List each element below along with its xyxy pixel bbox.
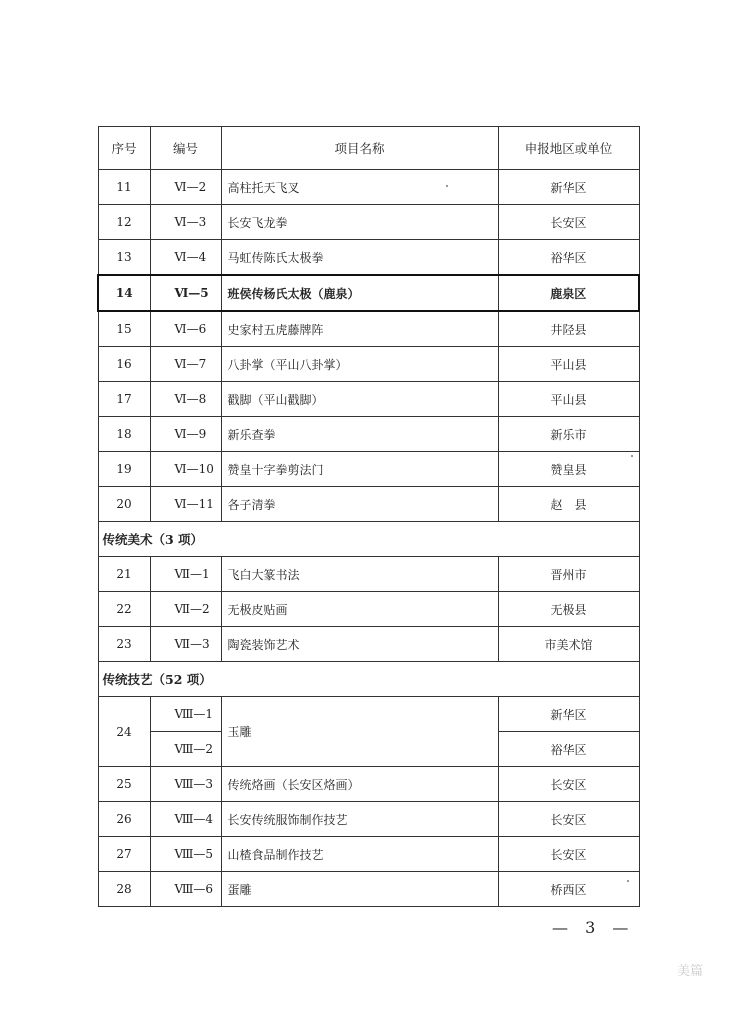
table-row	[98, 240, 639, 276]
cell-code: Ⅵ—4	[150, 240, 221, 276]
table-row	[98, 837, 639, 872]
cell-region: 赞皇县	[498, 452, 639, 487]
cell-region: 裕华区	[498, 732, 639, 767]
cell-no: 22	[98, 592, 150, 627]
table-row	[98, 417, 639, 452]
cell-region: 赵 县	[498, 487, 639, 522]
cell-code: Ⅶ—1	[150, 557, 221, 592]
cell-region: 市美术馆	[498, 627, 639, 662]
cell-name: 长安飞龙拳	[221, 205, 498, 240]
cell-name: 陶瓷装饰艺术	[221, 627, 498, 662]
cell-region: 晋州市	[498, 557, 639, 592]
heritage-list-table	[97, 126, 640, 907]
cell-no: 19	[98, 452, 150, 487]
cell-no: 27	[98, 837, 150, 872]
table-row-highlighted	[98, 275, 639, 311]
cell-region: 长安区	[498, 767, 639, 802]
table-row	[98, 452, 639, 487]
scan-speck	[631, 455, 633, 457]
cell-code: Ⅵ—11	[150, 487, 221, 522]
cell-no: 16	[98, 347, 150, 382]
cell-code: Ⅶ—3	[150, 627, 221, 662]
cell-name: 无极皮贴画	[221, 592, 498, 627]
table-header-row	[98, 127, 639, 170]
cell-region: 长安区	[498, 837, 639, 872]
cell-no: 20	[98, 487, 150, 522]
cell-no: 17	[98, 382, 150, 417]
section-title: 传统美术（3 项）	[98, 522, 639, 557]
cell-region: 平山县	[498, 382, 639, 417]
cell-code: Ⅷ—2	[150, 732, 221, 767]
table-row	[98, 627, 639, 662]
header-region: 申报地区或单位	[498, 127, 639, 170]
cell-name: 班侯传杨氏太极（鹿泉）	[221, 275, 498, 311]
cell-name: 玉雕	[221, 697, 498, 767]
section-row-fine-arts	[98, 522, 639, 557]
scan-speck	[627, 880, 629, 882]
cell-no: 13	[98, 240, 150, 276]
cell-region: 新华区	[498, 697, 639, 732]
cell-name: 各子清拳	[221, 487, 498, 522]
cell-code: Ⅵ—5	[150, 275, 221, 311]
table-row	[98, 487, 639, 522]
cell-name: 高柱托天飞叉	[221, 170, 498, 205]
table-row	[98, 592, 639, 627]
section-row-crafts	[98, 662, 639, 697]
cell-name: 新乐查拳	[221, 417, 498, 452]
section-title: 传统技艺（52 项）	[98, 662, 639, 697]
table-row	[98, 382, 639, 417]
header-name: 项目名称	[221, 127, 498, 170]
cell-name: 八卦掌（平山八卦掌）	[221, 347, 498, 382]
cell-name: 史家村五虎藤牌阵	[221, 311, 498, 347]
cell-no: 18	[98, 417, 150, 452]
cell-region: 长安区	[498, 802, 639, 837]
cell-region: 新华区	[498, 170, 639, 205]
cell-code: Ⅷ—3	[150, 767, 221, 802]
header-no: 序号	[98, 127, 150, 170]
cell-region: 鹿泉区	[498, 275, 639, 311]
table-row	[98, 767, 639, 802]
cell-name: 蛋雕	[221, 872, 498, 907]
cell-code: Ⅷ—4	[150, 802, 221, 837]
cell-no: 25	[98, 767, 150, 802]
cell-name: 飞白大篆书法	[221, 557, 498, 592]
cell-name: 马虹传陈氏太极拳	[221, 240, 498, 276]
cell-code: Ⅵ—6	[150, 311, 221, 347]
watermark-logo: 美篇	[677, 964, 704, 979]
cell-no: 15	[98, 311, 150, 347]
cell-region: 裕华区	[498, 240, 639, 276]
scan-speck	[446, 185, 448, 187]
cell-name: 长安传统服饰制作技艺	[221, 802, 498, 837]
cell-name: 山楂食品制作技艺	[221, 837, 498, 872]
cell-code: Ⅵ—8	[150, 382, 221, 417]
cell-no: 23	[98, 627, 150, 662]
page-number: — 3 —	[552, 918, 635, 937]
table-row	[98, 697, 639, 732]
cell-no: 26	[98, 802, 150, 837]
cell-code: Ⅷ—6	[150, 872, 221, 907]
cell-name: 传统烙画（长安区烙画）	[221, 767, 498, 802]
cell-code: Ⅵ—7	[150, 347, 221, 382]
cell-region: 无极县	[498, 592, 639, 627]
cell-region: 长安区	[498, 205, 639, 240]
cell-region: 平山县	[498, 347, 639, 382]
cell-no: 28	[98, 872, 150, 907]
cell-code: Ⅷ—5	[150, 837, 221, 872]
cell-code: Ⅷ—1	[150, 697, 221, 732]
cell-no: 24	[98, 697, 150, 767]
table-row	[98, 205, 639, 240]
cell-region: 桥西区	[498, 872, 639, 907]
cell-no: 12	[98, 205, 150, 240]
cell-code: Ⅵ—3	[150, 205, 221, 240]
cell-no: 14	[98, 275, 150, 311]
cell-no: 21	[98, 557, 150, 592]
cell-code: Ⅶ—2	[150, 592, 221, 627]
table-row	[98, 170, 639, 205]
table-row	[98, 872, 639, 907]
cell-code: Ⅵ—2	[150, 170, 221, 205]
cell-region: 井陉县	[498, 311, 639, 347]
cell-code: Ⅵ—9	[150, 417, 221, 452]
cell-code: Ⅵ—10	[150, 452, 221, 487]
table-row	[98, 557, 639, 592]
table-row	[98, 802, 639, 837]
cell-name: 戳脚（平山戳脚）	[221, 382, 498, 417]
table-row	[98, 347, 639, 382]
cell-region: 新乐市	[498, 417, 639, 452]
header-code: 编号	[150, 127, 221, 170]
cell-name: 赞皇十字拳剪法门	[221, 452, 498, 487]
table-row	[98, 311, 639, 347]
cell-no: 11	[98, 170, 150, 205]
